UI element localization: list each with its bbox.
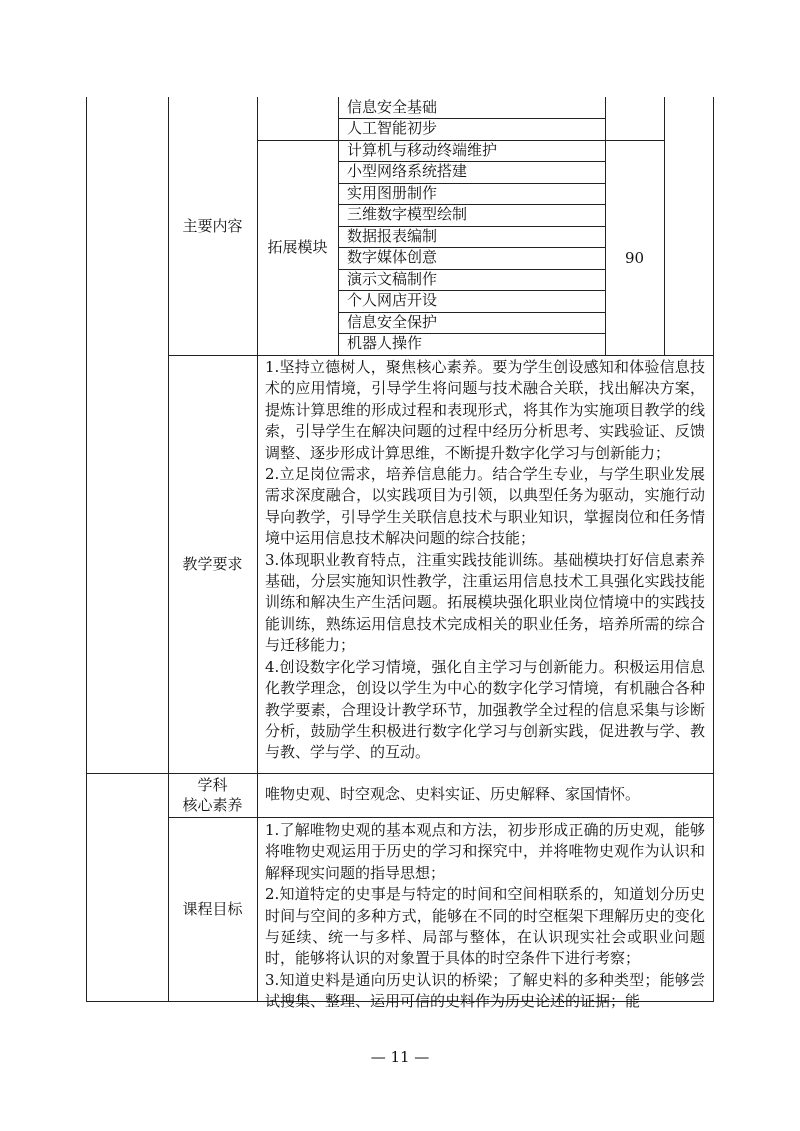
- module-item: 信息安全基础: [347, 98, 438, 116]
- module-item: 小型网络系统搭建: [347, 162, 468, 180]
- content-label: 主要内容: [182, 216, 243, 235]
- teaching-paragraph: 3.体现职业教育特点，注重实践技能训练。基础模块打好信息素养基础，分层实施知识性教学，注重运用信息技术工具强化实践技能训练和解决生产生活问题。拓展模块强化职业岗位情境中的实践技能训练，熟练运用信息技术完成相关的职业任务，培养所需的综合与迁移能力；: [265, 550, 705, 655]
- table-border-left: [86, 97, 87, 1002]
- core-literacy-label: [168, 773, 257, 817]
- core-literacy-label-line2: 核心素养: [182, 796, 243, 814]
- module-item: 信息安全保护: [347, 313, 438, 331]
- module-item: 三维数字模型绘制: [347, 205, 468, 223]
- page-number: — 11 —: [370, 1048, 430, 1066]
- module-item: 计算机与移动终端维护: [347, 141, 498, 159]
- table-border-right: [713, 97, 714, 1002]
- course-goals: [265, 820, 705, 1013]
- core-literacy-label-line1: 学科: [197, 776, 228, 794]
- module-item: 机器人操作: [347, 334, 423, 352]
- module-item: 数字媒体创意: [347, 248, 438, 266]
- core-literacy-text: 唯物史观、时空观念、史料实证、历史解释、家国情怀。: [265, 785, 641, 803]
- course-goals-label: 课程目标: [182, 899, 243, 918]
- teaching-paragraph: 2.立足岗位需求，培养信息能力。结合学生专业，与学生职业发展需求深度融合，以实践项目为引领，以典型任务为驱动，实施行动导向教学，引导学生关联信息技术与职业知识，掌握岗位和任务情境中运用信息技术解决问题的综合技能；: [265, 465, 705, 548]
- teaching-label: 教学要求: [182, 554, 243, 573]
- module-item: 演示文稿制作: [347, 270, 438, 288]
- hours-value: 90: [624, 248, 645, 267]
- module-item: 数据报表编制: [347, 227, 438, 245]
- table-divider-col5: [664, 97, 665, 355]
- teaching-requirements: [265, 357, 705, 764]
- goal-paragraph: 2.知道特定的史事是与特定的时间和空间相联系的，知道划分历史时间与空间的多种方式，能够在不同的时空框架下理解历史的变化与延续、统一与多样、局部与整体，在认识现实社会或职业问题时，能够将认识的对象置于具体的时空条件下进行考察；: [265, 885, 705, 968]
- ext-module-label: 拓展模块: [267, 238, 328, 256]
- goal-paragraph: 3.知道史料是通向历史认识的桥梁；了解史料的多种类型；能够尝试搜集、整理、运用可信的史料作为历史论述的证据；能: [265, 970, 705, 1011]
- teaching-paragraph: 4.创设数字化学习情境，强化自主学习与创新能力。积极运用信息化教学理念，创设以学生为中心的数字化学习情境，有机融合各种教学要素，合理设计教学环节，加强教学全过程的信息采集与诊断分析，鼓励学生积极进行数字化学习与创新实践，促进教与学、教与教、学与学、的互动。: [265, 657, 705, 762]
- module-item: 个人网店开设: [347, 291, 438, 309]
- module-item: 实用图册制作: [347, 184, 438, 202]
- goal-paragraph: 1.了解唯物史观的基本观点和方法，初步形成正确的历史观，能够将唯物史观运用于历史的学习和探究中，并将唯物史观作为认识和解释现实问题的指导思想；: [265, 821, 705, 882]
- teaching-paragraph: 1.坚持立德树人，聚焦核心素养。要为学生创设感知和体验信息技术的应用情境，引导学生将问题与技术融合关联，找出解决方案，提炼计算思维的形成过程和表现形式，将其作为实施项目教学的线索，引导学生在解决问题的过程中经历分析思考、实践验证、反馈调整、逐步形成计算思维，不断提升数字化学习与创新能力；: [265, 358, 705, 462]
- module-item: 人工智能初步: [347, 119, 438, 137]
